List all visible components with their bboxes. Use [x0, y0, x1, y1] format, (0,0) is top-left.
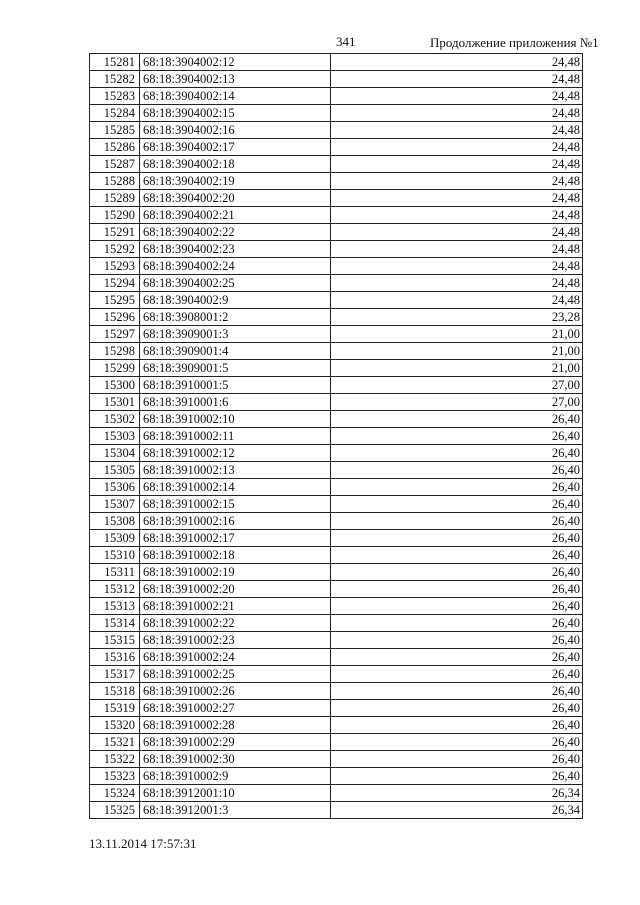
row-number-cell: 15283 — [90, 88, 140, 105]
value-cell: 24,48 — [331, 88, 583, 105]
table-row — [90, 71, 583, 88]
cadastral-number-cell: 68:18:3904002:18 — [140, 156, 331, 173]
cadastral-number-cell: 68:18:3910002:26 — [140, 683, 331, 700]
row-number-cell: 15288 — [90, 173, 140, 190]
value-cell: 26,40 — [331, 496, 583, 513]
value-cell: 23,28 — [331, 309, 583, 326]
row-number-cell: 15320 — [90, 717, 140, 734]
row-number-cell: 15311 — [90, 564, 140, 581]
cadastral-number-cell: 68:18:3909001:4 — [140, 343, 331, 360]
row-number-cell: 15295 — [90, 292, 140, 309]
row-number-cell: 15318 — [90, 683, 140, 700]
row-number-cell: 15304 — [90, 445, 140, 462]
table-row — [90, 139, 583, 156]
row-number-cell: 15296 — [90, 309, 140, 326]
table-row — [90, 785, 583, 802]
table-row — [90, 309, 583, 326]
row-number-cell: 15325 — [90, 802, 140, 819]
cadastral-number-cell: 68:18:3904002:25 — [140, 275, 331, 292]
table-row — [90, 207, 583, 224]
row-number-cell: 15306 — [90, 479, 140, 496]
page-number: 341 — [336, 34, 356, 49]
value-cell: 26,40 — [331, 581, 583, 598]
row-number-cell: 15319 — [90, 700, 140, 717]
cadastral-number-cell: 68:18:3910002:11 — [140, 428, 331, 445]
row-number-cell: 15323 — [90, 768, 140, 785]
row-number-cell: 15287 — [90, 156, 140, 173]
value-cell: 24,48 — [331, 275, 583, 292]
footer-timestamp: 13.11.2014 17:57:31 — [89, 836, 197, 851]
table-row — [90, 581, 583, 598]
cadastral-number-cell: 68:18:3910002:14 — [140, 479, 331, 496]
cadastral-number-cell: 68:18:3904002:20 — [140, 190, 331, 207]
cadastral-number-cell: 68:18:3904002:12 — [140, 54, 331, 71]
row-number-cell: 15308 — [90, 513, 140, 530]
value-cell: 26,40 — [331, 530, 583, 547]
value-cell: 26,40 — [331, 683, 583, 700]
value-cell: 24,48 — [331, 173, 583, 190]
row-number-cell: 15313 — [90, 598, 140, 615]
cadastral-number-cell: 68:18:3909001:3 — [140, 326, 331, 343]
row-number-cell: 15285 — [90, 122, 140, 139]
table-row — [90, 462, 583, 479]
value-cell: 26,40 — [331, 479, 583, 496]
cadastral-number-cell: 68:18:3904002:23 — [140, 241, 331, 258]
table-row — [90, 768, 583, 785]
value-cell: 24,48 — [331, 156, 583, 173]
value-cell: 26,40 — [331, 513, 583, 530]
table-row — [90, 632, 583, 649]
value-cell: 24,48 — [331, 190, 583, 207]
value-cell: 24,48 — [331, 292, 583, 309]
cadastral-number-cell: 68:18:3904002:24 — [140, 258, 331, 275]
document-header-title: Продолжение приложения №1 — [430, 35, 599, 50]
value-cell: 26,40 — [331, 615, 583, 632]
value-cell: 26,34 — [331, 802, 583, 819]
table-row — [90, 428, 583, 445]
row-number-cell: 15299 — [90, 360, 140, 377]
cadastral-number-cell: 68:18:3910002:16 — [140, 513, 331, 530]
table-row — [90, 496, 583, 513]
table-row — [90, 564, 583, 581]
row-number-cell: 15297 — [90, 326, 140, 343]
cadastral-number-cell: 68:18:3904002:16 — [140, 122, 331, 139]
value-cell: 26,40 — [331, 598, 583, 615]
cadastral-number-cell: 68:18:3910002:18 — [140, 547, 331, 564]
cadastral-number-cell: 68:18:3910002:19 — [140, 564, 331, 581]
cadastral-number-cell: 68:18:3904002:13 — [140, 71, 331, 88]
cadastral-number-cell: 68:18:3910002:17 — [140, 530, 331, 547]
table-body — [90, 54, 583, 819]
value-cell: 26,40 — [331, 428, 583, 445]
row-number-cell: 15281 — [90, 54, 140, 71]
row-number-cell: 15286 — [90, 139, 140, 156]
table-row — [90, 700, 583, 717]
table-row — [90, 683, 583, 700]
value-cell: 24,48 — [331, 258, 583, 275]
value-cell: 27,00 — [331, 394, 583, 411]
cadastral-number-cell: 68:18:3910002:9 — [140, 768, 331, 785]
value-cell: 26,40 — [331, 700, 583, 717]
value-cell: 26,40 — [331, 445, 583, 462]
table-row — [90, 326, 583, 343]
value-cell: 26,40 — [331, 768, 583, 785]
row-number-cell: 15303 — [90, 428, 140, 445]
value-cell: 24,48 — [331, 105, 583, 122]
cadastral-number-cell: 68:18:3904002:21 — [140, 207, 331, 224]
row-number-cell: 15315 — [90, 632, 140, 649]
table-row — [90, 649, 583, 666]
table-row — [90, 224, 583, 241]
cadastral-number-cell: 68:18:3904002:17 — [140, 139, 331, 156]
table-row — [90, 88, 583, 105]
row-number-cell: 15324 — [90, 785, 140, 802]
cadastral-number-cell: 68:18:3910001:5 — [140, 377, 331, 394]
cadastral-number-cell: 68:18:3904002:19 — [140, 173, 331, 190]
table-row — [90, 530, 583, 547]
value-cell: 26,40 — [331, 462, 583, 479]
value-cell: 24,48 — [331, 122, 583, 139]
value-cell: 24,48 — [331, 71, 583, 88]
row-number-cell: 15312 — [90, 581, 140, 598]
row-number-cell: 15314 — [90, 615, 140, 632]
table-row — [90, 275, 583, 292]
value-cell: 24,48 — [331, 207, 583, 224]
value-cell: 24,48 — [331, 224, 583, 241]
cadastral-number-cell: 68:18:3910002:21 — [140, 598, 331, 615]
value-cell: 26,40 — [331, 717, 583, 734]
value-cell: 27,00 — [331, 377, 583, 394]
cadastral-number-cell: 68:18:3912001:10 — [140, 785, 331, 802]
cadastral-number-cell: 68:18:3904002:22 — [140, 224, 331, 241]
value-cell: 26,40 — [331, 649, 583, 666]
row-number-cell: 15322 — [90, 751, 140, 768]
value-cell: 21,00 — [331, 360, 583, 377]
table-row — [90, 513, 583, 530]
row-number-cell: 15310 — [90, 547, 140, 564]
table-row — [90, 717, 583, 734]
table-row — [90, 343, 583, 360]
table-row — [90, 190, 583, 207]
row-number-cell: 15301 — [90, 394, 140, 411]
value-cell: 21,00 — [331, 343, 583, 360]
value-cell: 24,48 — [331, 139, 583, 156]
table-row — [90, 156, 583, 173]
cadastral-number-cell: 68:18:3910002:29 — [140, 734, 331, 751]
value-cell: 24,48 — [331, 241, 583, 258]
table-row — [90, 734, 583, 751]
table-row — [90, 666, 583, 683]
table-row — [90, 598, 583, 615]
cadastral-number-cell: 68:18:3910002:23 — [140, 632, 331, 649]
cadastral-number-cell: 68:18:3910002:24 — [140, 649, 331, 666]
table-row — [90, 105, 583, 122]
row-number-cell: 15294 — [90, 275, 140, 292]
value-cell: 26,40 — [331, 547, 583, 564]
row-number-cell: 15302 — [90, 411, 140, 428]
value-cell: 26,40 — [331, 751, 583, 768]
table-row — [90, 122, 583, 139]
cadastral-table — [89, 53, 583, 819]
cadastral-number-cell: 68:18:3909001:5 — [140, 360, 331, 377]
table-row — [90, 751, 583, 768]
value-cell: 26,40 — [331, 411, 583, 428]
table-row — [90, 802, 583, 819]
row-number-cell: 15305 — [90, 462, 140, 479]
cadastral-number-cell: 68:18:3910002:28 — [140, 717, 331, 734]
table-row — [90, 377, 583, 394]
row-number-cell: 15307 — [90, 496, 140, 513]
row-number-cell: 15290 — [90, 207, 140, 224]
table-row — [90, 411, 583, 428]
cadastral-number-cell: 68:18:3910002:15 — [140, 496, 331, 513]
table-row — [90, 445, 583, 462]
row-number-cell: 15316 — [90, 649, 140, 666]
cadastral-number-cell: 68:18:3910002:13 — [140, 462, 331, 479]
row-number-cell: 15300 — [90, 377, 140, 394]
cadastral-number-cell: 68:18:3910001:6 — [140, 394, 331, 411]
row-number-cell: 15293 — [90, 258, 140, 275]
cadastral-number-cell: 68:18:3910002:30 — [140, 751, 331, 768]
value-cell: 21,00 — [331, 326, 583, 343]
row-number-cell: 15298 — [90, 343, 140, 360]
table-row — [90, 360, 583, 377]
row-number-cell: 15321 — [90, 734, 140, 751]
table-row — [90, 241, 583, 258]
table-row — [90, 479, 583, 496]
table-row — [90, 394, 583, 411]
row-number-cell: 15282 — [90, 71, 140, 88]
cadastral-number-cell: 68:18:3910002:22 — [140, 615, 331, 632]
cadastral-number-cell: 68:18:3908001:2 — [140, 309, 331, 326]
cadastral-number-cell: 68:18:3910002:12 — [140, 445, 331, 462]
cadastral-number-cell: 68:18:3912001:3 — [140, 802, 331, 819]
table-row — [90, 292, 583, 309]
value-cell: 26,40 — [331, 564, 583, 581]
cadastral-number-cell: 68:18:3910002:20 — [140, 581, 331, 598]
row-number-cell: 15289 — [90, 190, 140, 207]
cadastral-number-cell: 68:18:3904002:9 — [140, 292, 331, 309]
cadastral-number-cell: 68:18:3904002:15 — [140, 105, 331, 122]
cadastral-number-cell: 68:18:3910002:10 — [140, 411, 331, 428]
value-cell: 24,48 — [331, 54, 583, 71]
cadastral-number-cell: 68:18:3910002:27 — [140, 700, 331, 717]
cadastral-number-cell: 68:18:3910002:25 — [140, 666, 331, 683]
value-cell: 26,40 — [331, 632, 583, 649]
table-row — [90, 258, 583, 275]
row-number-cell: 15291 — [90, 224, 140, 241]
cadastral-number-cell: 68:18:3904002:14 — [140, 88, 331, 105]
table-row — [90, 615, 583, 632]
row-number-cell: 15292 — [90, 241, 140, 258]
table-row — [90, 547, 583, 564]
row-number-cell: 15309 — [90, 530, 140, 547]
table-row — [90, 173, 583, 190]
row-number-cell: 15317 — [90, 666, 140, 683]
value-cell: 26,40 — [331, 734, 583, 751]
row-number-cell: 15284 — [90, 105, 140, 122]
value-cell: 26,34 — [331, 785, 583, 802]
value-cell: 26,40 — [331, 666, 583, 683]
table-row — [90, 54, 583, 71]
